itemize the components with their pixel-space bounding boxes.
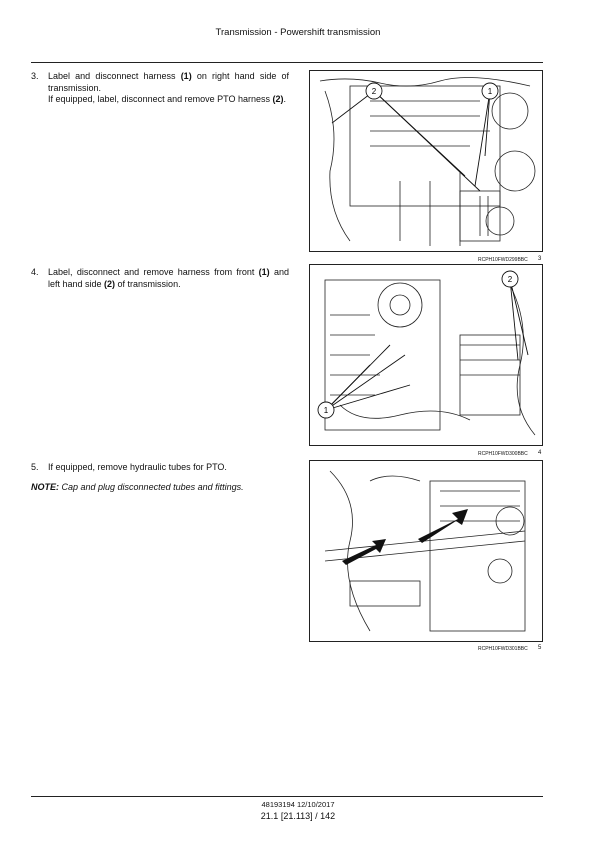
step-4	[31, 267, 289, 290]
callout-label: 2	[507, 275, 513, 284]
figure-number: 3	[538, 256, 542, 262]
figure-number: 5	[538, 645, 542, 651]
figure-code: RCPH10FWD299BBC	[478, 257, 528, 263]
figure-4-illustration	[309, 264, 543, 446]
note	[31, 482, 289, 492]
figure-3-illustration	[309, 70, 543, 252]
note-text: Cap and plug disconnected tubes and fittings.	[59, 482, 244, 492]
step-3-paragraph-1: Label and disconnect harness (1) on right hand side of transmission.	[48, 71, 289, 93]
step-4-paragraph: Label, disconnect and remove harness from front (1) and left hand side (2) of transmission.	[48, 267, 289, 289]
step-5	[31, 462, 289, 474]
footer-document-id: 48193194 12/10/2017	[261, 800, 335, 809]
figure-5-illustration	[309, 460, 543, 642]
step-number: 4.	[31, 267, 39, 277]
header-divider	[31, 62, 543, 63]
note-label: NOTE:	[31, 482, 59, 492]
figure-code: RCPH10FWD300BBC	[478, 451, 528, 457]
page-header-title: Transmission - Powershift transmission	[215, 27, 381, 38]
step-number: 5.	[31, 462, 39, 472]
step-5-text: If equipped, remove hydraulic tubes for PTO.	[48, 462, 227, 472]
figure-number: 4	[538, 450, 542, 456]
callout-label: 2	[371, 87, 377, 96]
footer-divider	[31, 796, 543, 797]
footer-page-number: 21.1 [21.113] / 142	[260, 811, 336, 821]
step-3-paragraph-2: If equipped, label, disconnect and remove PTO harness (2).	[48, 94, 286, 104]
callout-label: 1	[487, 87, 493, 96]
step-3	[31, 71, 289, 106]
callout-label: 1	[323, 406, 329, 415]
step-number: 3.	[31, 71, 39, 81]
figure-code: RCPH10FWD301BBC	[478, 646, 528, 652]
